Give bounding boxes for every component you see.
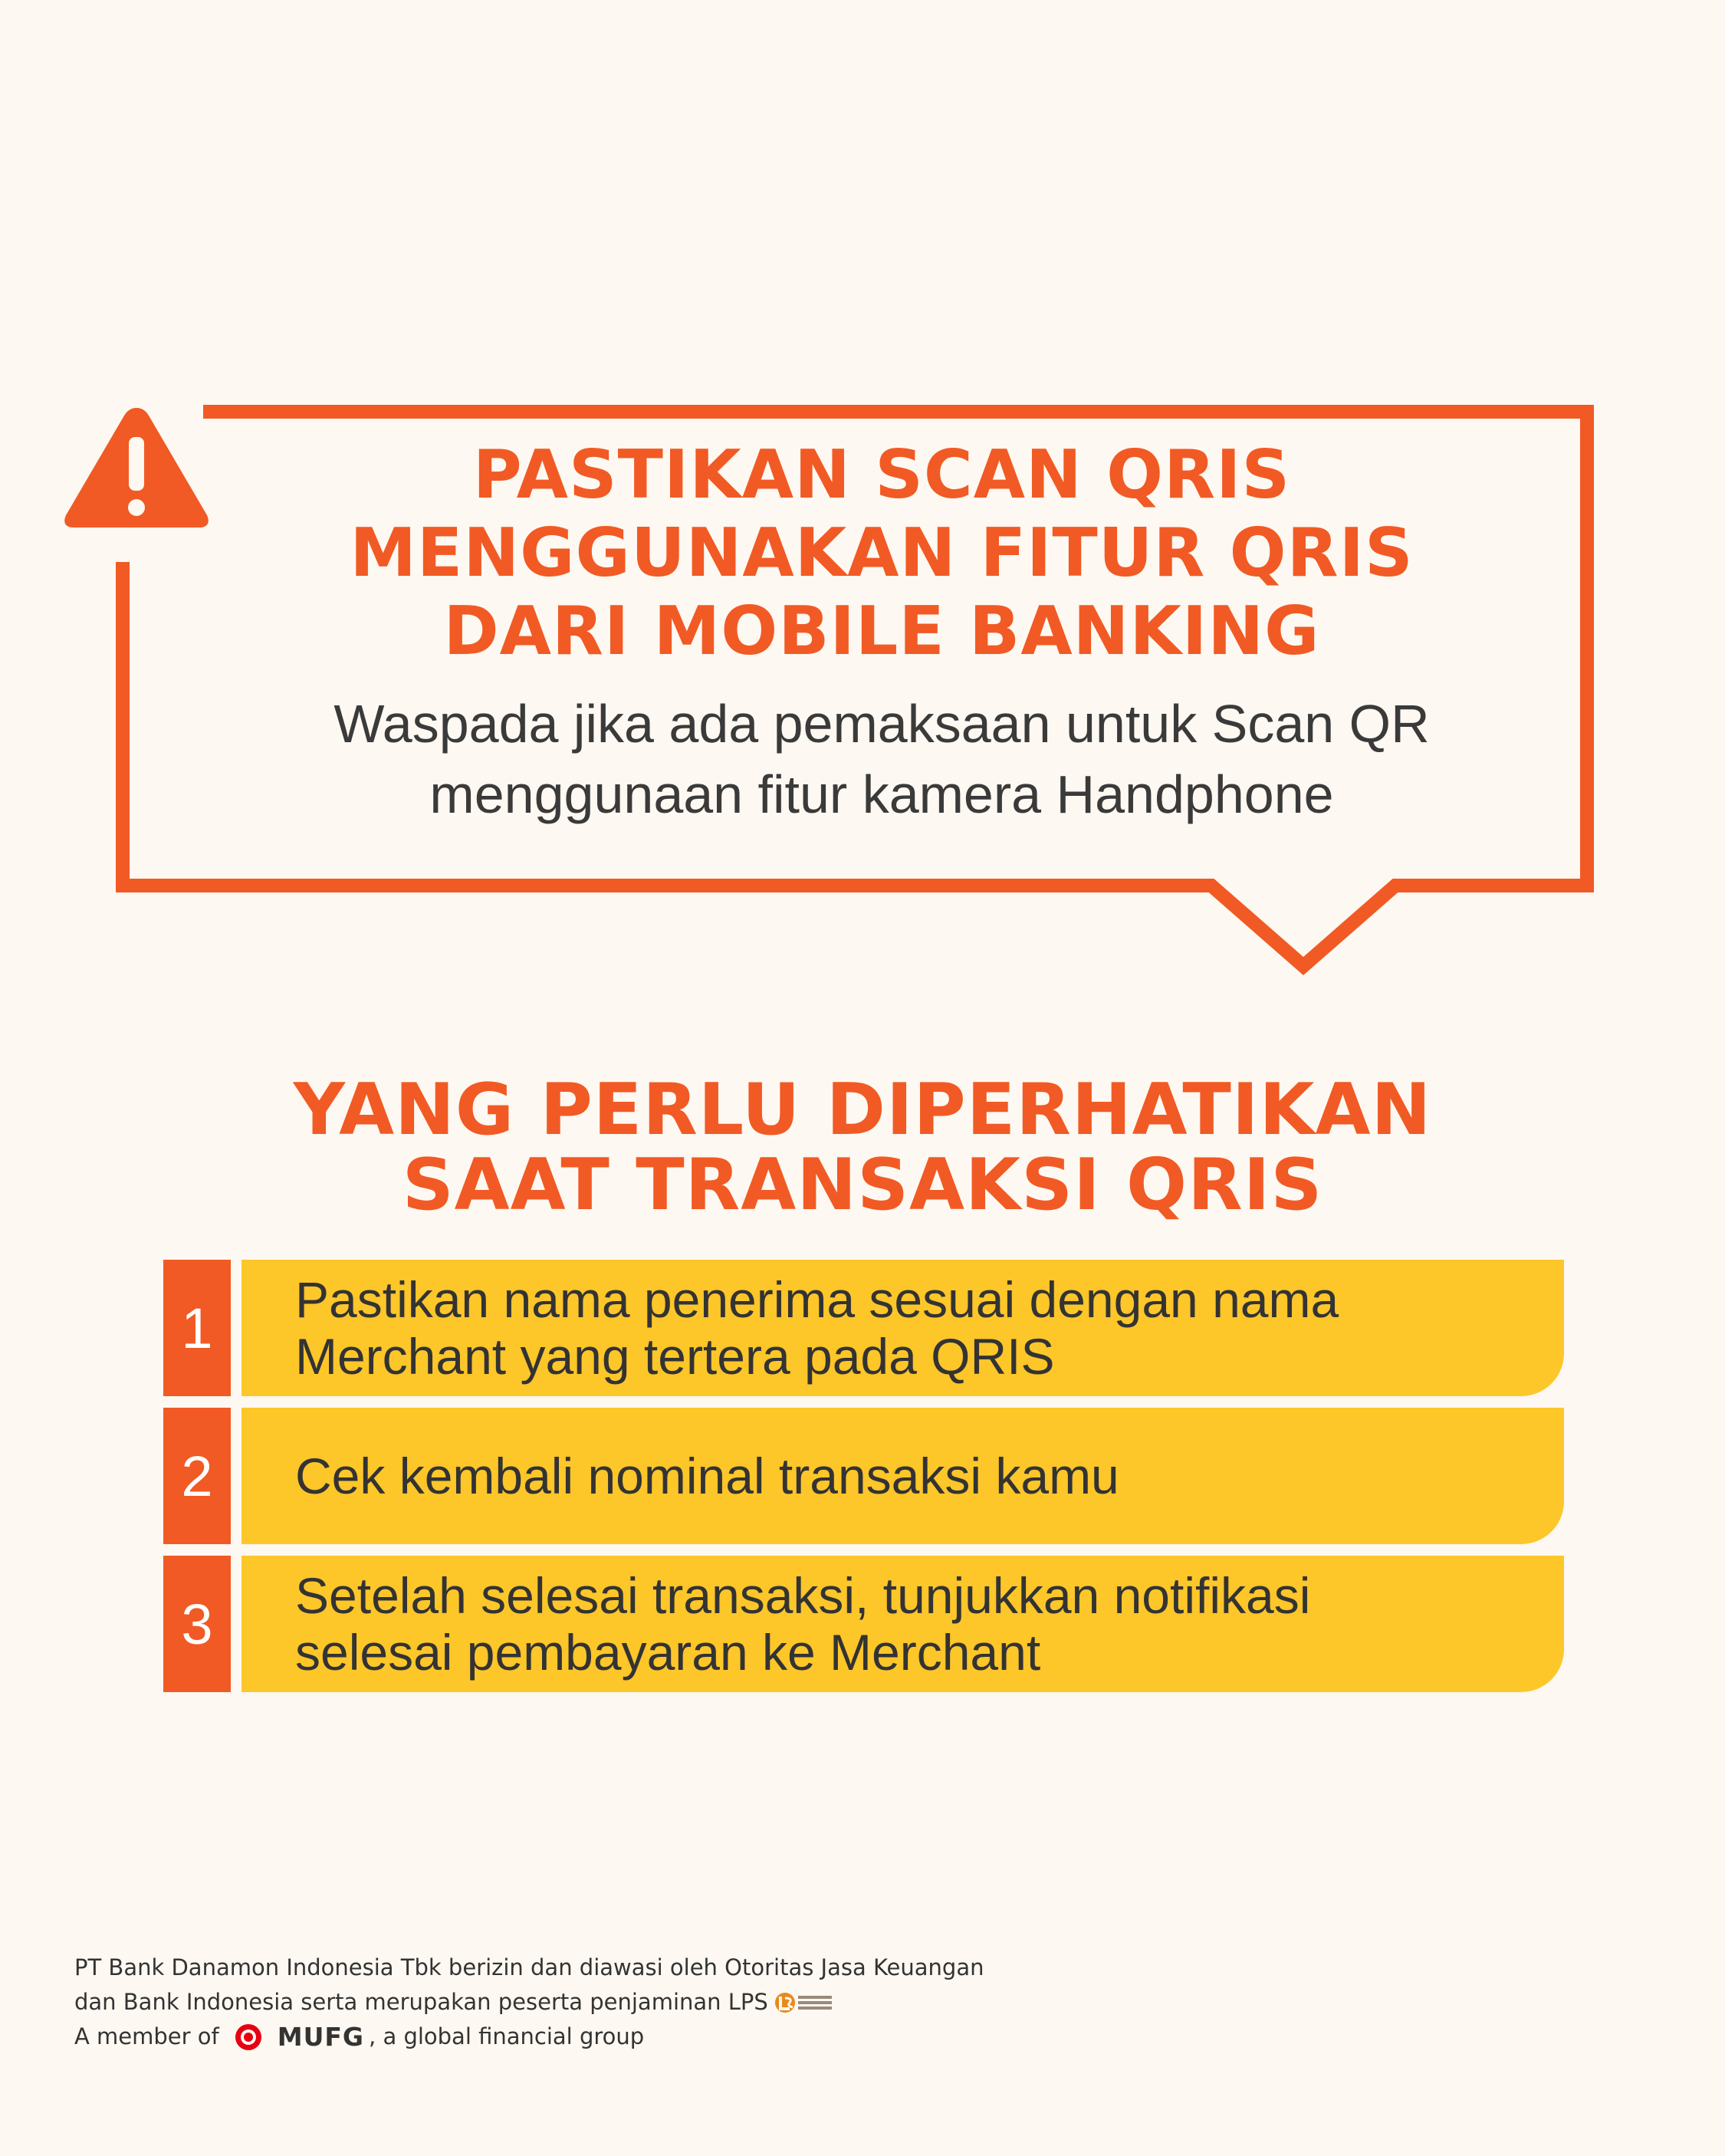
tip-item-1 <box>163 1260 1564 1396</box>
tips-heading <box>153 1068 1572 1226</box>
alert-subtitle <box>230 689 1533 830</box>
tip-text <box>295 1260 1552 1396</box>
tip-item-2 <box>163 1408 1564 1544</box>
alert-subtitle-line: Waspada jika ada pemaksaan untuk Scan QR <box>334 694 1430 754</box>
warning-triangle-icon <box>60 399 213 537</box>
footer-disclaimer <box>74 1951 1148 2054</box>
tips-heading-line: YANG PERLU DIPERHATIKAN <box>293 1068 1432 1151</box>
footer-line-2 <box>74 1985 1148 2020</box>
alert-title-line: MENGGUNAKAN FITUR QRIS <box>350 514 1414 592</box>
tip-text-line: Setelah selesai transaksi, tunjukkan notifikasi <box>295 1567 1311 1624</box>
mufg-logo <box>224 2020 364 2054</box>
tips-heading-line: SAAT TRANSAKSI QRIS <box>402 1143 1323 1226</box>
footer-line-1 <box>74 1951 1148 1985</box>
tip-text <box>295 1556 1552 1692</box>
alert-subtitle-line: menggunaan fitur kamera Handphone <box>429 764 1334 824</box>
tip-number: 3 <box>163 1556 231 1692</box>
mufg-rings-icon <box>224 2022 273 2052</box>
lps-logo-icon <box>774 1989 836 2016</box>
tip-text-line: Pastikan nama penerima sesuai dengan nama <box>295 1271 1339 1328</box>
footer-text: , a global financial group <box>369 2023 645 2049</box>
tip-text <box>295 1408 1552 1544</box>
alert-title-line: DARI MOBILE BANKING <box>443 592 1320 670</box>
alert-title-line: PASTIKAN SCAN QRIS <box>472 435 1291 514</box>
tip-number: 2 <box>163 1408 231 1544</box>
tip-text-line: selesai pembayaran ke Merchant <box>295 1624 1041 1681</box>
tip-text-line: Cek kembali nominal transaksi kamu <box>295 1448 1119 1504</box>
tip-item-3 <box>163 1556 1564 1692</box>
tip-number: 1 <box>163 1260 231 1396</box>
mufg-label: MUFG <box>277 2022 365 2052</box>
alert-title <box>230 435 1533 670</box>
tip-text-line: Merchant yang tertera pada QRIS <box>295 1328 1055 1385</box>
footer-text: dan Bank Indonesia serta merupakan peserta penjaminan LPS <box>74 1989 768 2015</box>
footer-text: PT Bank Danamon Indonesia Tbk berizin dan diawasi oleh Otoritas Jasa Keuangan <box>74 1954 984 1980</box>
footer-line-3 <box>74 2020 1148 2054</box>
footer-text: A member of <box>74 2023 219 2049</box>
